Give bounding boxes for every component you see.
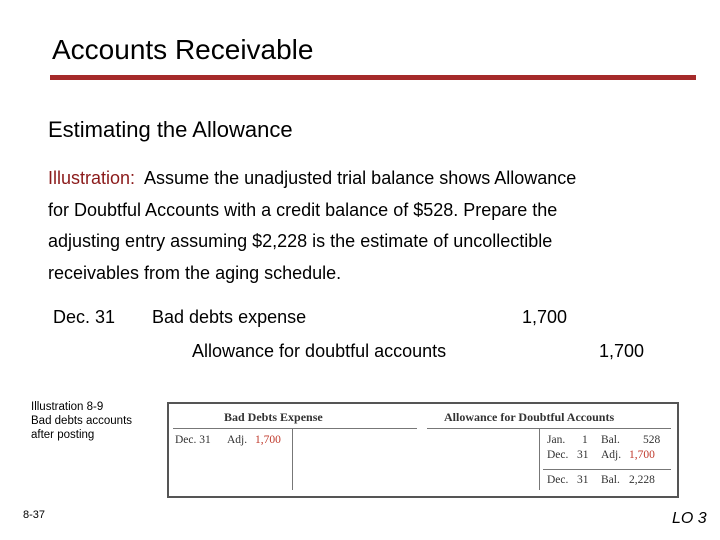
allowance-row2-amount: 1,700 (629, 449, 655, 461)
bad-debts-t-vertical (292, 428, 293, 490)
allowance-row3-day: 31 (577, 474, 589, 486)
t-account-ledger (167, 402, 679, 498)
bad-debts-t-horizontal (173, 428, 417, 429)
allowance-row3-label: Bal. (601, 474, 620, 486)
allowance-total-rule (543, 469, 671, 470)
journal-credit-amount: 1,700 (599, 341, 645, 361)
paragraph-line-3: adjusting entry assuming $2,228 is the estimate of uncollectible (48, 231, 553, 251)
paragraph-text-1: Assume the unadjusted trial balance shows Allowance (135, 168, 577, 188)
caption-line-2: Bad debts accounts (31, 415, 133, 427)
allowance-row1-month: Jan. (547, 434, 566, 446)
allowance-row3-month: Dec. (547, 474, 569, 486)
allowance-row3-amount: 2,228 (629, 474, 655, 486)
illustration-lead: Illustration: (48, 168, 136, 188)
illustration-paragraph (48, 163, 698, 289)
allowance-t-horizontal (427, 428, 671, 429)
bad-debts-entry-amount: 1,700 (255, 434, 281, 446)
caption-line-1: Illustration 8-9 (31, 401, 104, 413)
allowance-row2-month: Dec. (547, 449, 569, 461)
allowance-row2-label: Adj. (601, 449, 622, 461)
allowance-row1-label: Bal. (601, 434, 620, 446)
bad-debts-entry-date: Dec. 31 (175, 434, 211, 446)
allowance-row2-day: 31 (577, 449, 589, 461)
journal-date: Dec. 31 (53, 307, 116, 327)
learning-objective: LO 3 (672, 510, 707, 527)
allowance-row1-amount: 528 (643, 434, 661, 446)
slide-title: Accounts Receivable (52, 34, 314, 65)
journal-debit-account: Bad debts expense (152, 307, 307, 327)
allowance-account-title: Allowance for Doubtful Accounts (444, 410, 615, 424)
title-underline (50, 75, 696, 80)
paragraph-line-4: receivables from the aging schedule. (48, 262, 342, 283)
bad-debts-entry-label: Adj. (227, 434, 248, 446)
journal-debit-amount: 1,700 (522, 307, 568, 327)
bad-debts-account-title: Bad Debts Expense (224, 410, 323, 424)
allowance-t-vertical (539, 428, 540, 490)
slide-subtitle: Estimating the Allowance (48, 117, 293, 142)
page-number: 8-37 (23, 509, 46, 521)
allowance-row1-day: 1 (582, 434, 588, 446)
paragraph-line-1 (48, 163, 698, 195)
journal-credit-account: Allowance for doubtful accounts (192, 341, 447, 361)
caption-line-3: after posting (31, 429, 95, 441)
paragraph-line-2: for Doubtful Accounts with a credit balance of $528. Prepare the (48, 199, 558, 220)
illustration-caption (31, 400, 132, 442)
